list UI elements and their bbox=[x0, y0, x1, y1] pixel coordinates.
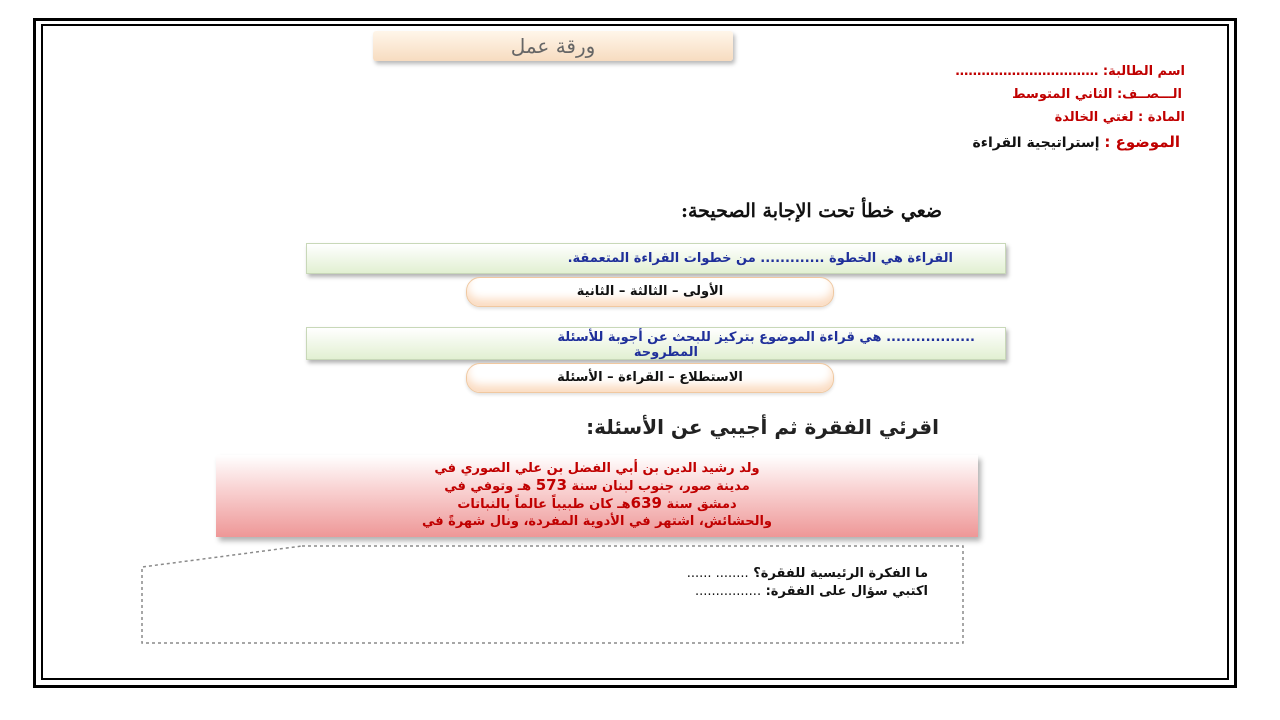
answer-question-2 bbox=[695, 584, 928, 599]
answer-question-1 bbox=[687, 566, 928, 581]
question2-text-line1: .................. هي قراءة الموضوع بتركيز للبحث عن أجوبة للأسئلة bbox=[557, 330, 975, 345]
worksheet-title: ورقة عمل bbox=[373, 31, 733, 61]
section2-heading: اقرئي الفقرة ثم أجيبي عن الأسئلة: bbox=[586, 415, 939, 439]
student-name-label: اسم الطالبة: bbox=[1102, 64, 1185, 79]
passage-line-1: ولد رشيد الدين بن أبي الفضل بن علي الصوري في bbox=[434, 461, 760, 476]
subject-line bbox=[1055, 110, 1185, 125]
question1-options-text: الأولى – الثالثة – الثانية bbox=[576, 284, 724, 299]
passage-line-3-start: دمشق سنة bbox=[661, 497, 737, 512]
passage-year-birth: 573 bbox=[535, 476, 568, 494]
question2-box bbox=[306, 327, 1006, 360]
question2-options-text: الاستطلاع – القراءة – الأسئلة bbox=[557, 370, 743, 385]
section1-heading: ضعي خطأ تحت الإجابة الصحيحة: bbox=[680, 200, 942, 222]
question1-options bbox=[466, 277, 834, 307]
topic-label: الموضوع : bbox=[1104, 133, 1180, 151]
answer-question-2-text: اكتبي سؤال على الفقرة: bbox=[765, 584, 928, 599]
question2-options bbox=[466, 363, 834, 393]
question2-text-line2: المطروحة bbox=[633, 345, 698, 360]
passage-line-2-end: هـ وتوفي في bbox=[444, 479, 536, 494]
passage-line-3-end: هـ كان طبيباً عالماً بالنباتات bbox=[457, 497, 631, 512]
grade-value: الثاني المتوسط bbox=[1012, 87, 1113, 102]
passage-line-2 bbox=[216, 477, 978, 495]
passage-line-4: والحشائش، اشتهر في الأدوية المفردة، ونال شهرةً في bbox=[421, 514, 772, 529]
question1-text: القراءة هي الخطوة ............. من خطوات القراءة المتعمقة. bbox=[567, 251, 953, 266]
student-name-line bbox=[955, 64, 1185, 79]
question1-box bbox=[306, 243, 1006, 274]
passage-line-3 bbox=[216, 495, 978, 513]
passage-year-death: 639 bbox=[630, 494, 662, 512]
passage-line-2-start: مدينة صور، جنوب لبنان سنة bbox=[567, 479, 750, 494]
passage-box bbox=[216, 455, 978, 537]
topic-line bbox=[973, 133, 1180, 151]
subject-label: المادة : bbox=[1137, 110, 1185, 125]
grade-label: الـــصــف: bbox=[1116, 87, 1182, 102]
student-name-blank: …………………………… bbox=[955, 64, 1099, 79]
answer-question-1-text: ما الفكرة الرئيسية للفقرة؟ bbox=[753, 566, 928, 581]
subject-value: لغتي الخالدة bbox=[1054, 110, 1134, 125]
topic-value: إستراتيجية القراءة bbox=[972, 135, 1100, 151]
grade-line bbox=[1012, 87, 1182, 102]
answer-question-1-blank: ........ ...... bbox=[686, 566, 749, 581]
answer-question-2-blank: ................ bbox=[694, 584, 762, 599]
